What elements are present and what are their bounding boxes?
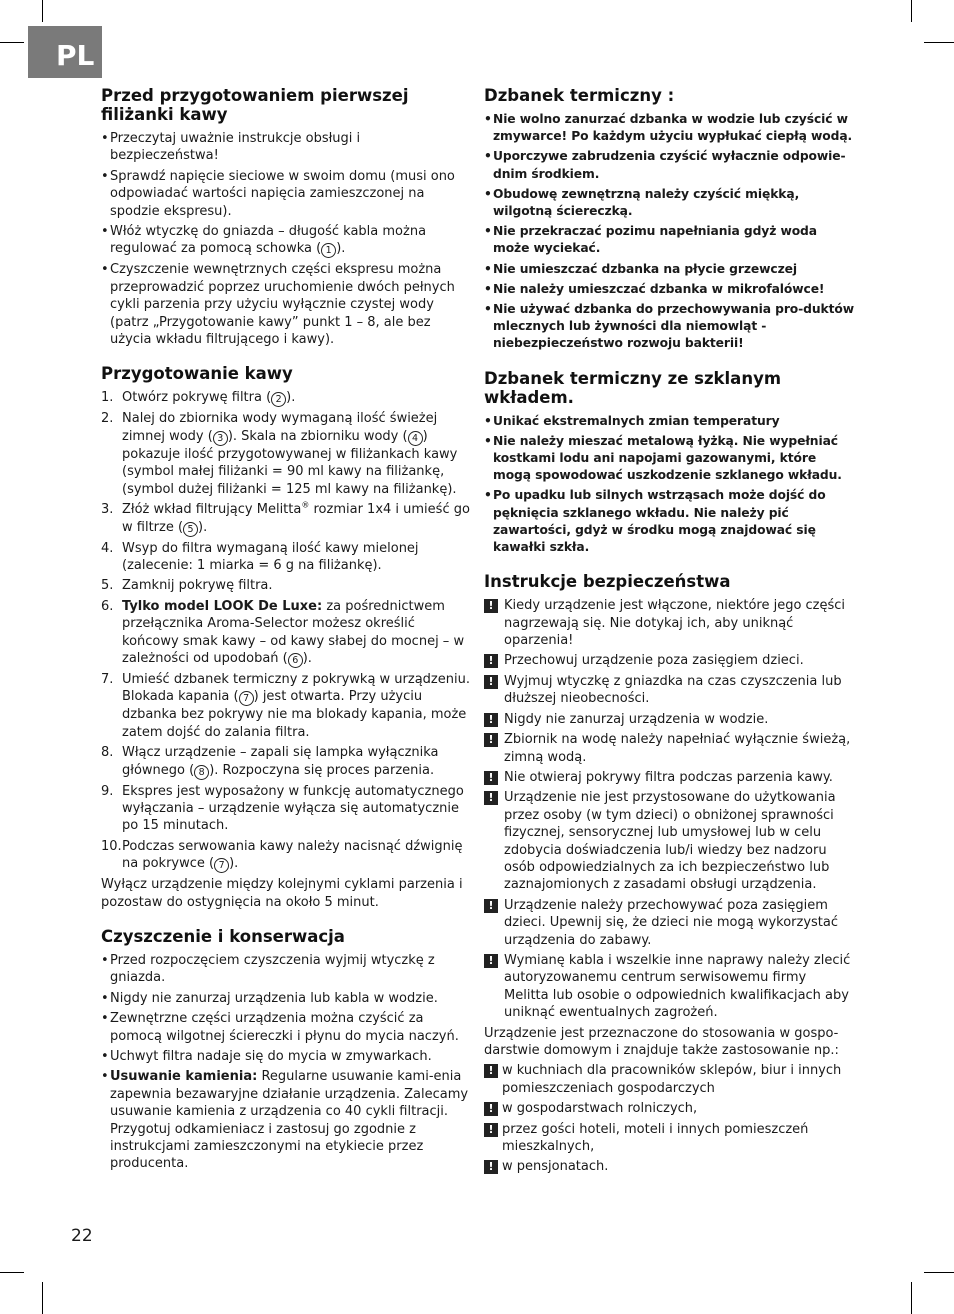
paragraph: Urządzenie jest przeznaczone do stosowania w gospo-darstwie domowym i znajduje także zastosowanie np.: bbox=[484, 1025, 839, 1059]
crop-mark bbox=[911, 0, 912, 22]
section-title: Instrukcje bezpieczeństwa bbox=[484, 572, 731, 592]
left-column bbox=[101, 86, 471, 1189]
section-first-use bbox=[101, 86, 471, 348]
usage-item: ! przez gości hoteli, moteli i innych pomieszczeń mieszkalnych, bbox=[484, 1121, 854, 1156]
list-item: • Uporczywe zabrudzenia czyścić wyłacznie odpowie-dnim środkiem. bbox=[484, 148, 854, 182]
list-item: • Przeczytaj uważnie instrukcje obsługi i bezpieczeństwa! bbox=[101, 130, 471, 165]
section-title: Dzbanek termiczny ze szklanym wkładem. bbox=[484, 368, 782, 407]
list-item: • Czyszczenie wewnętrznych części ekspresu można przeprowadzić poprzez uruchomienie dwóch pełnych cykli parzenia przy użyciu wyłącznie czystej wody (patrz „Przygotowanie kawy” punkt 1 – 8, ale bez użycia wkładu filtrującego i kawy). bbox=[101, 261, 471, 348]
callout-number-icon: 4 bbox=[408, 431, 423, 446]
list-item: • Włóż wtyczkę do gniazda – długość kabla można regulować za pomocą schowka ( 1 ). bbox=[101, 223, 471, 258]
warning-item: ! Urządzenie należy przechowywać poza zasięgiem dzieci. Upewnij się, że dzieci nie mogą wykorzystać urządzenia do zabawy. bbox=[484, 897, 854, 949]
list-item: • Obudowę zewnętrzną należy czyścić miękką, wilgotną ściereczką. bbox=[484, 186, 854, 220]
callout-number-icon: 7 bbox=[214, 858, 229, 873]
warning-icon: ! bbox=[484, 599, 498, 613]
warning-item: ! Wymianę kabla i wszelkie inne naprawy należy zlecić autoryzowanemu centrum serwisowemu firmy Melitta lub osobie o odpowiednich kwalifikacjach aby uniknąć ewentualnych zagrożeń. bbox=[484, 952, 854, 1022]
callout-number-icon: 3 bbox=[213, 431, 228, 446]
section-thermal-jug-glass bbox=[484, 369, 854, 557]
warning-icon: ! bbox=[484, 791, 498, 805]
crop-mark bbox=[924, 1272, 954, 1273]
callout-number-icon: 2 bbox=[271, 392, 286, 407]
list-item: • Unikać ekstremalnych zmian temperatury bbox=[484, 413, 854, 430]
list-item: • Zewnętrzne części urządzenia można czyścić za pomocą wilgotnej ściereczki i płynu do mycia naczyń. bbox=[101, 1010, 471, 1045]
section-title: Przed przygotowaniem pierwszej filiżanki kawy bbox=[101, 86, 409, 124]
warning-item: ! Urządzenie nie jest przystosowane do użytkowania przez osoby (w tym dzieci) o obniżonej sprawności fizycznej, sensorycznej lub umysłowej lub w celu zdobycia doświadczenia lub/i wiedzy bez nadzoru osób odpowiedzialnych za ich bezpieczeństwo lub zaznajomionych z zasadami obsługi urządzenia. bbox=[484, 789, 854, 893]
warning-icon: ! bbox=[484, 771, 498, 785]
warning-icon: ! bbox=[484, 654, 498, 668]
warning-item: ! Kiedy urządzenie jest włączone, niektóre jego części nagrzewają się. Nie dotykaj ich, aby uniknąć oparzenia! bbox=[484, 597, 854, 649]
language-badge-label: PL bbox=[56, 39, 95, 72]
usage-item: ! w kuchniach dla pracowników sklepów, biur i innych pomieszczeniach gospodarczych bbox=[484, 1062, 854, 1097]
callout-number-icon: 6 bbox=[288, 653, 303, 668]
section-title: Przygotowanie kawy bbox=[101, 364, 293, 384]
list-item: • Po upadku lub silnych wstrząsach może dojść do pęknięcia szklanego wkładu. Nie należy pić zawartości, gdyż w środku mogą znajdować się kawałki szkła. bbox=[484, 487, 854, 556]
warning-icon: ! bbox=[484, 1123, 498, 1137]
callout-number-icon: 5 bbox=[183, 522, 198, 537]
step-item: 2. Nalej do zbiornika wody wymaganą ilość świeżej zimnej wody ( 3 ). Skala na zbiorniku wody ( 4 ) pokazuje ilość przygotowywanej w filiżankach kawy (symbol małej filiżanki = 90 ml kawy na filiżankę, (symbol dużej filiżanki = 125 ml kawy na filiżankę). bbox=[101, 411, 458, 497]
language-badge bbox=[28, 26, 102, 78]
warning-icon: ! bbox=[484, 713, 498, 727]
warning-icon: ! bbox=[484, 954, 498, 968]
step-item: 1. Otwórz pokrywę filtra ( 2 ). bbox=[101, 390, 296, 406]
right-column bbox=[484, 86, 854, 1192]
page-number: 22 bbox=[71, 1226, 93, 1246]
step-item: 3. Złóż wkład filtrujący Melitta® rozmiar 1x4 i umieść go w filtrze ( 5 ). bbox=[101, 500, 470, 535]
crop-mark bbox=[0, 1272, 24, 1273]
paragraph: Wyłącz urządzenie między kolejnymi cyklami parzenia i pozostaw do ostygnięcia na około 5 minut. bbox=[101, 877, 463, 910]
list-item: • Nie należy umieszczać dzbanka w mikrofalówce! bbox=[484, 281, 854, 298]
list-item: • Nigdy nie zanurzaj urządzenia lub kabla w wodzie. bbox=[101, 990, 471, 1007]
step-item: 7. Umieść dzbanek termiczny z pokrywką w urządzeniu. Blokada kapania ( 7 ) jest otwarta. Przy użyciu dzbanka bez pokrywy nie ma blokady kapania, może zatem dojść do zalania filtra. bbox=[101, 671, 470, 740]
step-item: 6. Tylko model LOOK De Luxe: za pośrednictwem przełącznika Aroma-Selector możesz określić końcowy smak kawy – od kawy słabej do mocnej – w zależności od upodobań ( 6 ). bbox=[101, 598, 465, 666]
warning-icon: ! bbox=[484, 733, 498, 747]
warning-item: ! Zbiornik na wodę należy napełniać wyłącznie świeżą, zimną wodą. bbox=[484, 731, 854, 766]
step-item: 9. Ekspres jest wyposażony w funkcję automatycznego wyłączania – urządzenie wyłącza się automatycznie po 15 minutach. bbox=[101, 783, 464, 834]
warning-icon: ! bbox=[484, 1064, 498, 1078]
section-cleaning bbox=[101, 927, 471, 1173]
callout-number-icon: 1 bbox=[321, 243, 336, 258]
list-item: • Nie przekraczać pozimu napełniania gdyż woda może wyciekać. bbox=[484, 223, 854, 257]
section-coffee-preparation bbox=[101, 364, 471, 911]
warning-icon: ! bbox=[484, 675, 498, 689]
crop-mark bbox=[42, 1282, 43, 1314]
crop-mark bbox=[0, 42, 24, 43]
list-item: • Przed rozpoczęciem czyszczenia wyjmij wtyczkę z gniazda. bbox=[101, 952, 471, 987]
list-item: • Nie wolno zanurzać dzbanka w wodzie lub czyścić w zmywarce! Po każdym użyciu wypłukać ciepłą wodą. bbox=[484, 111, 854, 145]
list-item: • Usuwanie kamienia: Regularne usuwanie kami-enia zapewnia bezawaryjne działanie urządzenia. Zalecamy usuwanie kamienia z urządzenia co 40 cykli filtracji. Przygotuj odkamieniacz i zastosuj go zgodnie z instrukcjami zamieszczonymi na etykiecie przez producenta. bbox=[101, 1068, 471, 1172]
step-item: 8. Włącz urządzenie – zapali się lampka wyłącznika głównego ( 8 ). Rozpoczyna się proces parzenia. bbox=[101, 745, 439, 778]
list-item: • Sprawdź napięcie sieciowe w swoim domu (musi ono odpowiadać wartości napięcia zamieszczonej na spodzie ekspresu). bbox=[101, 168, 471, 220]
section-title: Czyszczenie i konserwacja bbox=[101, 927, 345, 946]
usage-item: ! w pensjonatach. bbox=[484, 1158, 854, 1175]
list-item: • Nie należy mieszać metalową łyżką. Nie wypełniać kostkami lodu ani napojami gazowanymi, które mogą spowodować uszkodzenie szklanego wkładu. bbox=[484, 433, 854, 485]
warning-icon: ! bbox=[484, 1160, 498, 1174]
warning-item: ! Nie otwieraj pokrywy filtra podczas parzenia kawy. bbox=[484, 769, 854, 786]
warning-item: ! Wyjmuj wtyczkę z gniazdka na czas czyszczenia lub dłuższej nieobecności. bbox=[484, 673, 854, 708]
section-thermal-jug bbox=[484, 86, 854, 353]
warning-icon: ! bbox=[484, 1102, 498, 1116]
callout-number-icon: 7 bbox=[239, 691, 254, 706]
section-safety bbox=[484, 572, 854, 1176]
step-item: 4. Wsyp do filtra wymaganą ilość kawy mielonej (zalecenie: 1 miarka = 6 g na filiżankę). bbox=[101, 540, 419, 573]
usage-item: ! w gospodarstwach rolniczych, bbox=[484, 1100, 854, 1117]
crop-mark bbox=[911, 1282, 912, 1314]
warning-item: ! Przechowuj urządzenie poza zasięgiem dzieci. bbox=[484, 652, 854, 669]
list-item: • Nie umieszczać dzbanka na płycie grzewczej bbox=[484, 261, 854, 278]
crop-mark bbox=[42, 0, 43, 22]
step-item: 5. Zamknij pokrywę filtra. bbox=[101, 578, 273, 594]
crop-mark bbox=[924, 42, 954, 43]
warning-icon: ! bbox=[484, 899, 498, 913]
list-item: • Uchwyt filtra nadaje się do mycia w zmywarkach. bbox=[101, 1048, 471, 1065]
section-title: Dzbanek termiczny : bbox=[484, 86, 675, 105]
list-item: • Nie używać dzbanka do przechowywania pro-duktów mlecznych lub żywności dla niemowląt - niebezpieczeństwo rozwoju bakterii! bbox=[484, 301, 854, 353]
warning-item: ! Nigdy nie zanurzaj urządzenia w wodzie. bbox=[484, 711, 854, 728]
step-item: 10. Podczas serwowania kawy należy nacisnąć dźwignię na pokrywce ( 7 ). bbox=[101, 838, 463, 872]
callout-number-icon: 8 bbox=[194, 765, 209, 780]
